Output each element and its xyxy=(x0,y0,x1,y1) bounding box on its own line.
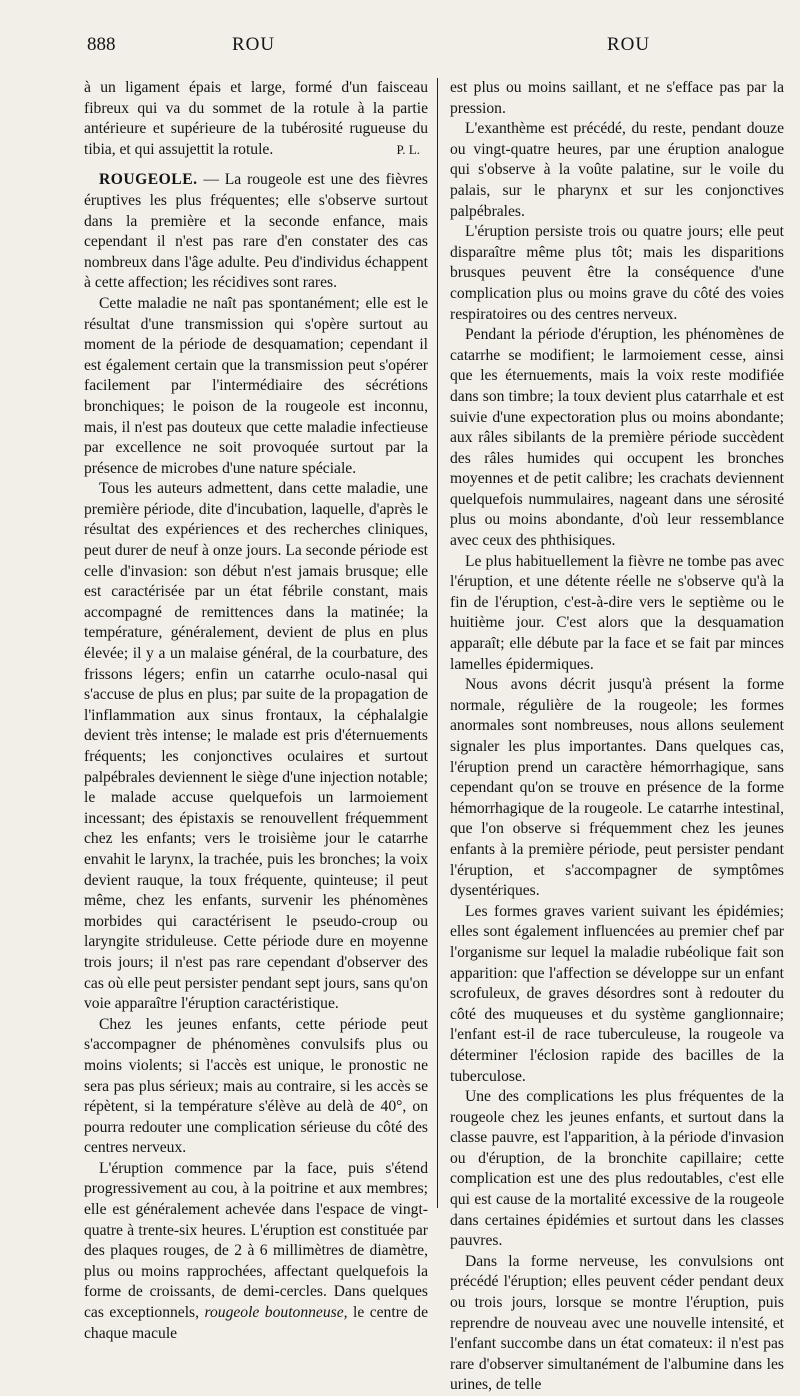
paragraph: Les formes graves varient suivant les épidémies; elles sont également influencées au premier chef par l'organisme sur lequel la maladie rubéolique fait son apparition: que l'affection se développe sur un enfant scrofuleux, de graves désordres sont à redouter du côté des muqueuses et du système ganglionnaire; l'enfant est-il de race tuberculeuse, la rougeole va déterminer l'éclosion rapide des bacilles de la tuberculose. xyxy=(450,902,784,1085)
paragraph: Chez les jeunes enfants, cette période peut s'accompagner de phénomènes convulsifs plus ou moins violents; si l'accès est unique, le pronostic ne sera pas plus sérieux; mais au contraire, si les accès se répètent, si la température s'élève au delà de 40°, on pourra redouter une complication sérieuse du côté des centres nerveux. xyxy=(84,1015,428,1157)
entry-text: — La rougeole est une des fièvres éruptives les plus fréquentes; elle s'observe surtout dans la première et la seconde enfance, mais cependant il n'est pas rare d'en constater des cas nombreux dans l'âge adulte. Peu d'individus échappent à cette affection; les récidives sont rares. xyxy=(84,171,428,292)
paragraph: Cette maladie ne naît pas spontanément; elle est le résultat d'une transmission qui s'opère surtout au moment de la période de desquamation; cependant il est également certain que la transmission peut s'opérer facilement par l'intermédiaire des sécrétions bronchiques; le poison de la rougeole est inconnu, mais, il n'est pas douteux que cette maladie infectieuse par excellence ne soit provoquée surtout par la présence de microbes d'une nature spéciale. xyxy=(84,294,428,477)
entry-paragraph xyxy=(84,170,428,294)
right-column xyxy=(450,78,784,1396)
intro-text: à un ligament épais et large, formé d'un faisceau fibreux qui va du sommet de la rotule à la partie antérieure et supérieure de la tubérosité rugueuse du tibia, et qui assujettit la rotule. xyxy=(84,79,428,158)
paragraph: Dans la forme nerveuse, les convulsions ont précédé l'éruption; elles peuvent céder pendant deux ou trois jours, lorsque se montre l'éruption, puis reprendre de nouveau avec une nouvelle intensité, et l'enfant succombe dans un état comateux: il n'est pas rare d'observer simultanément de l'albumine dans les urines, de telle xyxy=(450,1252,784,1394)
paragraph: L'exanthème est précédé, du reste, pendant douze ou vingt-quatre heures, par une éruption analogue qui s'observe à la voûte palatine, sur le voile du palais, sur le pharynx et sur les conjonctives palpébrales. xyxy=(450,120,784,220)
intro-paragraph xyxy=(84,78,428,160)
running-head-left: ROU xyxy=(232,34,276,55)
paragraph: est plus ou moins saillant, et ne s'efface pas par la pression. xyxy=(450,79,784,117)
author-signature: P. L. xyxy=(396,141,420,157)
column-divider xyxy=(437,78,438,1208)
paragraph: Pendant la période d'éruption, les phénomènes de catarrhe se modifient; le larmoiement cesse, ainsi que les éternuements, mais la voix reste modifiée dans son timbre; la toux devient plus catarrhale et est suivie d'une expectoration plus ou moins abondante; aux râles sibilants de la première période succèdent des râles humides qui occupent les bronches moyennes et de petit calibre; les crachats deviennent quelquefois nummulaires, nageant dans une sérosité plus ou moins abondante, d'où leur ressemblance avec ceux des phthisiques. xyxy=(450,326,784,550)
paragraph: Nous avons décrit jusqu'à présent la forme normale, régulière de la rougeole; les formes anormales sont nombreuses, nous allons seulement signaler les plus importantes. Dans quelques cas, l'éruption prend un caractère hémorrhagique, sans cependant qu'on se trouve en présence de la forme hémorrhagique de la rougeole. Le catarrhe intestinal, que l'on observe si fréquemment chez les jeunes enfants à la première période, peut persister pendant l'éruption, et s'accompagner de symptômes dysentériques. xyxy=(450,676,784,900)
italic-term: rougeole boutonneuse, xyxy=(204,1304,348,1322)
paragraph: Tous les auteurs admettent, dans cette maladie, une première période, dite d'incubation, laquelle, d'après le résultat des expériences et des recherches cliniques, peut durer de neuf à onze jours. La seconde période est celle d'invasion: son début n'est jamais brusque; elle est caractérisée par un état fébrile constant, mais accompagné de remittences dans la matinée; la température, généralement, devient de plus en plus élevée; il y a un malaise général, de la courbature, des frissons légers; enfin un catarrhe oculo-nasal qui s'accuse de plus en plus; par suite de la propagation de l'inflammation aux sinus frontaux, la céphalalgie devient très intense; le malade est pris d'éternuements fréquents; les conjonctives oculaires et surtout palpébrales deviennent le siège d'une injection notable; le malade accuse quelquefois un larmoiement incessant; des épistaxis se renouvellent fréquemment chez les enfants; vers le troisième jour le catarrhe envahit le larynx, la trachée, puis les bronches; la voix devient rauque, la toux fréquente, quinteuse; il peut même, chez les enfants, survenir les phénomènes morbides qui caractérisent le pseudo-croup ou laryngite striduleuse. Cette période dure en moyenne trois jours; il n'est pas rare cependant d'observer des cas où elle peut persister pendant sept jours, sans qu'on voie apparaître l'éruption caractéristique. xyxy=(84,480,429,1013)
entry-title: ROUGEOLE. xyxy=(99,171,198,189)
paragraph: L'éruption persiste trois ou quatre jours; elle peut disparaître même plus tôt; mais les disparitions brusques peuvent être la conséquence d'une complication plus ou moins grave du côté des voies respiratoires ou des centres nerveux. xyxy=(450,223,784,323)
paragraph-text: L'éruption commence par la face, puis s'étend progressivement au cou, à la poitrine et aux membres; elle est généralement achevée dans l'espace de vingt-quatre à trente-six heures. L'éruption est constituée par des plaques rouges, de 2 à 6 millimètres de diamètre, plus ou moins rapprochées, affectant quelquefois la forme de croissants, de demi-cercles. Dans quelques cas exceptionnels, xyxy=(84,1159,428,1322)
paragraph: Le plus habituellement la fièvre ne tombe pas avec l'éruption, et une détente réelle ne s'observe qu'à la fin de l'éruption, c'est-à-dire vers le septième ou le huitième jour. C'est alors que la desquamation apparaît; elle débute par la face et se fait par minces lamelles épidermiques. xyxy=(450,552,784,673)
left-column xyxy=(84,78,428,1344)
paragraph xyxy=(84,1159,428,1344)
page-header xyxy=(0,34,800,64)
paragraph-text: le centre de chaque macule xyxy=(84,1304,428,1342)
page-number: 888 xyxy=(87,34,116,55)
running-head-right: ROU xyxy=(607,34,651,55)
paragraph: Une des complications les plus fréquentes de la rougeole chez les jeunes enfants, et surtout dans la classe pauvre, est l'apparition, à la période d'invasion ou d'éruption, de la bronchite capillaire; cette complication est une des plus redoutables, c'est elle qui est cause de la mortalité excessive de la rougeole dans certaines épidémies et surtout dans les classes pauvres. xyxy=(450,1088,784,1250)
